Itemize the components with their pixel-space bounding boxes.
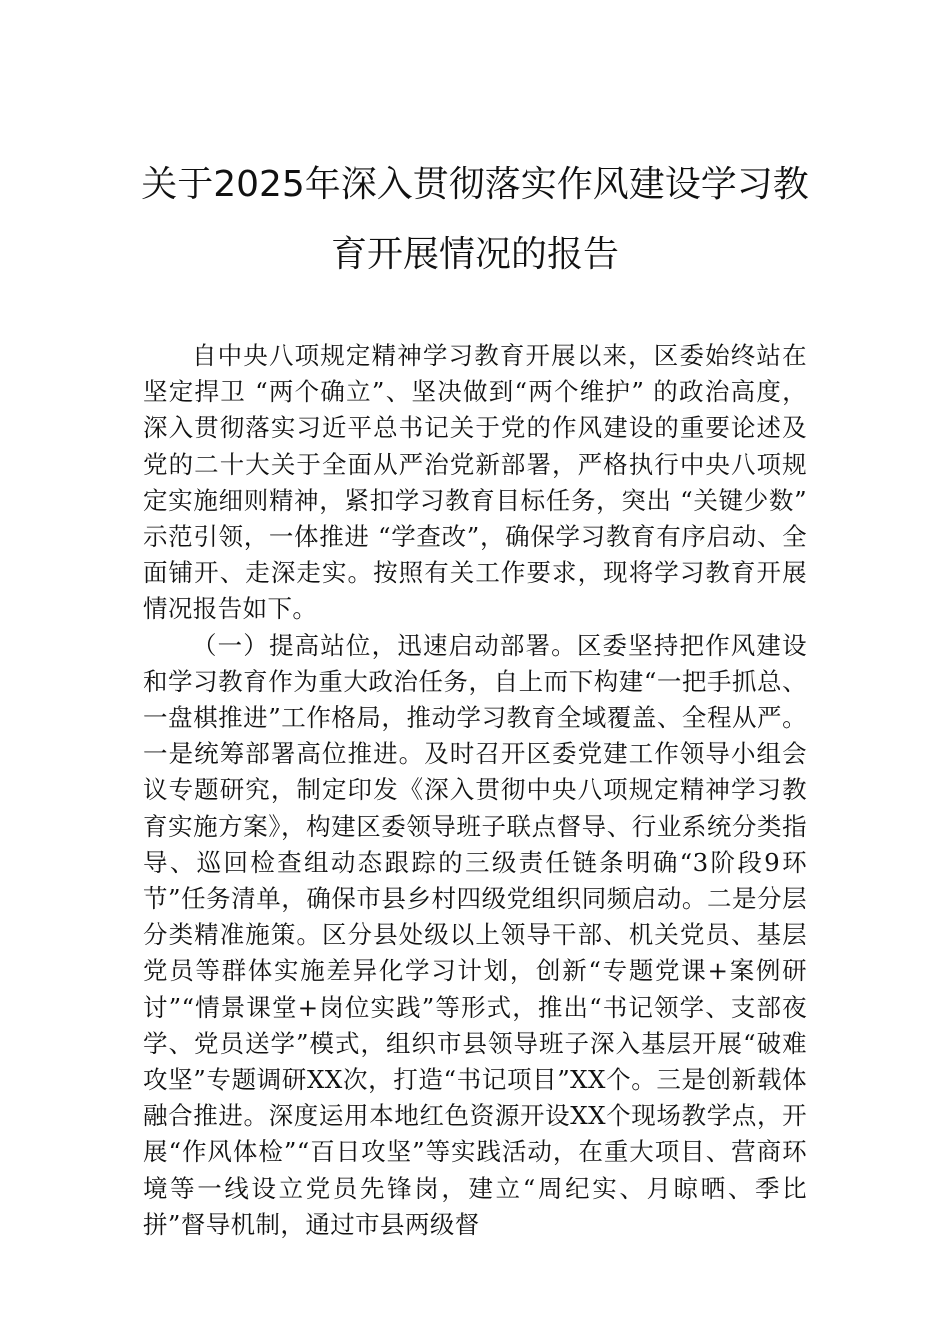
title-line-2: 育开展情况的报告 bbox=[330, 234, 619, 275]
title-line-1: 关于2025年深入贯彻落实作风建设学习教 bbox=[141, 164, 809, 205]
intro-paragraph: 自中央八项规定精神学习教育开展以来，区委始终站在坚定捍卫 “两个确立”、坚决做到“两个维护” 的政治高度，深入贯彻落实习近平总书记关于党的作风建设的重要论述及党的二十大关于全面从严治党新部署，严格执行中央八项规定实施细则精神，紧扣学习教育目标任务，突出 “关键少数” 示范引领，一体推进 “学查改”，确保学习教育有序启动、全面铺开、走深走实。按照有关工作要求，现将学习教育开展情况报告如下。 bbox=[143, 341, 807, 624]
document-body bbox=[143, 338, 807, 1239]
section-one-paragraph: （一）提高站位，迅速启动部署。区委坚持把作风建设和学习教育作为重大政治任务，自上而下构建“一把手抓总、一盘棋推进”工作格局，推动学习教育全域覆盖、全程从严。一是统筹部署高位推进。及时召开区委党建工作领导小组会议专题研究，制定印发《深入贯彻中央八项规定精神学习教育实施方案》，构建区委领导班子联点督导、行业系统分类指导、巡回检查组动态跟踪的三级责任链条明确“3阶段9环节”任务清单，确保市县乡村四级党组织同频启动。二是分层分类精准施策。区分县处级以上领导干部、机关党员、基层党员等群体实施差异化学习计划，创新“专题党课+案例研讨”“情景课堂+岗位实践”等形式，推出“书记领学、支部夜学、党员送学”模式，组织市县领导班子深入基层开展“破难攻坚”专题调研XX次，打造“书记项目”XX个。三是创新载体融合推进。深度运用本地红色资源开设XX个现场教学点，开展“作风体检”“百日攻坚”等实践活动，在重大项目、营商环境等一线设立党员先锋岗，建立“周纪实、月晾晒、季比拼”督导机制，通过市县两级督 bbox=[143, 630, 807, 1239]
document-title bbox=[140, 150, 810, 290]
